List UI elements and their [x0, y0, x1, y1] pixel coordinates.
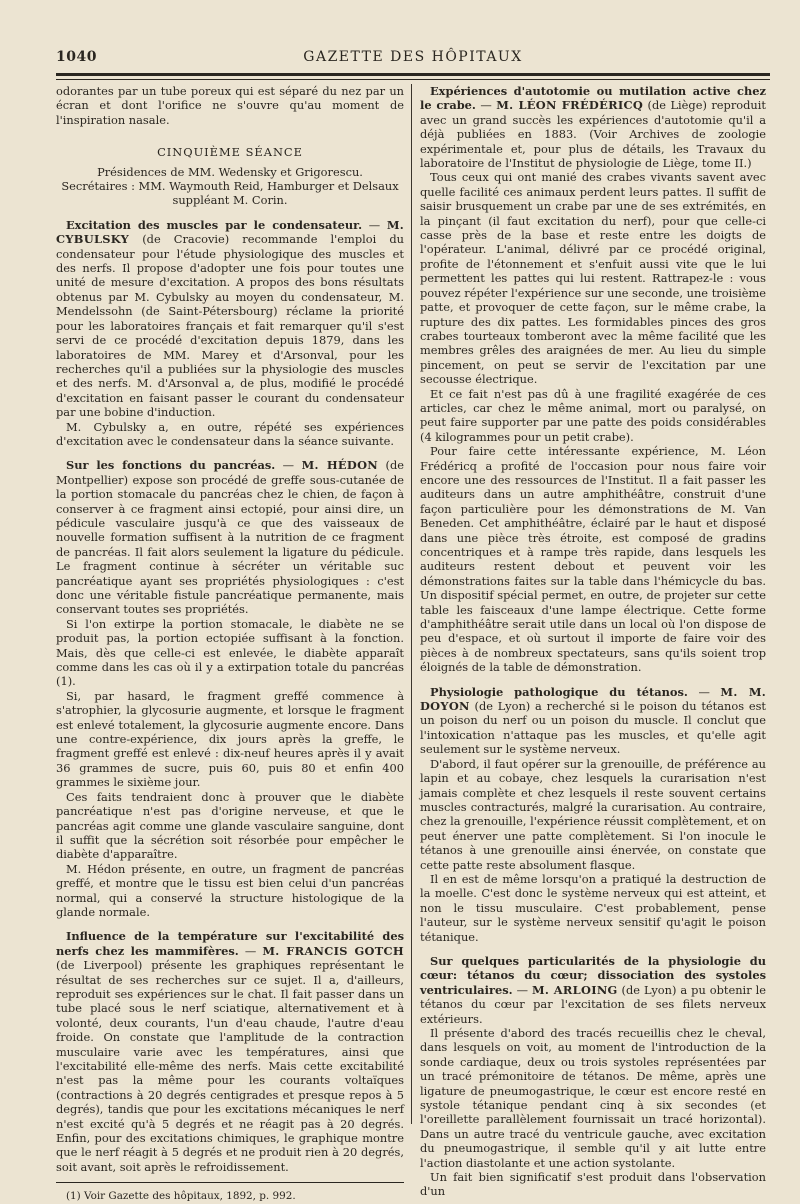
- section-coeur: Sur quelques particularités de la physiologie du cœur: tétanos du cœur; dissociation des systoles ventriculaires. — M. ARLOING (de Lyon) a pu obtenir le tétanos du cœur par l'excitation de ses filets nerveux extérieurs.: [420, 953, 767, 1026]
- paragraph: Pour faire cette intéressante expérience, M. Léon Frédéricq a profité de l'occasion pour nous faire voir encore une des ressources de l'Institut. Il a fait passer les auditeurs dans un autre amphithéâtre, construit d'une façon particulière pour les démonstrations de M. Van Beneden. Cet amphithéâtre, éclairé par le haut et disposé dans une pièce très étroite, est composé de gradins concentriques et à rampe très rapide, dans lesquels les auditeurs restent debout et peuvent voir les démonstrations faites sur la table dans l'hémicycle du bas. Un dispositif spécial permet, en outre, de projeter sur cette table les faisceaux d'une lampe électrique. Cette forme d'amphithéâtre serait utile dans un local où l'on dispose de peu d'espace, et où surtout il importe de faire voir des pièces à de nombreux spectateurs, sans qu'ils soient trop éloignés de la table de démonstration.: [420, 444, 766, 675]
- section-author: M. CYBULSKY: [56, 217, 405, 247]
- header-rule-thick: [56, 73, 770, 76]
- section-pancreas: Sur les fonctions du pancréas. — M. HÉDON (de Montpellier) expose son procédé de greffe sous-cutanée de la portion stomacale du pancréas chez le chien, de façon à conserver à ce fragment ainsi ectopié, pour ainsi dire, un pédicule vasculaire jusqu'à ce que des vaisseaux de nouvelle formation suffisent à la nutrition de ce fragment de pancréas. Il fait alors seulement la ligature du pédicule. Le fragment continue à sécréter un véritable suc pancréatique ayant ses propriétés physiologiques : c'est donc une véritable fistule pancréatique permanente, mais conservant toutes ses propriétés.: [56, 458, 404, 617]
- right-column: [420, 84, 766, 1199]
- section-author: M. LÉON FRÉDÉRICQ: [496, 98, 644, 113]
- paragraph: D'abord, il faut opérer sur la grenouille, de préférence au lapin et au cobaye, chez lesquels la curarisation n'est jamais complète et chez lesquels il reste souvent certains muscles contracturés, malgré la curarisation. Au contraire, chez la grenouille, l'expérience réussit complètement, et on peut énerver une patte complètement. Si l'on inocule le tétanos à une grenouille ainsi énervée, on constate que cette patte reste absolument flasque.: [420, 756, 766, 872]
- footnote: (1) Voir Gazette des hôpitaux, 1892, p. 992.: [66, 1190, 296, 1203]
- session-secretaries: Secrétaires : MM. Waymouth Reid, Hamburger et Delsaux suppléant M. Corin.: [61, 179, 399, 208]
- paragraph: Si, par hasard, le fragment greffé commence à s'atrophier, la glycosurie augmente, et lorsque le fragment est enlevé totalement, la glycosurie augmente encore. Dans une contre-expérience, dix jours après la greffe, le fragment greffé est enlevé : dix-neuf heures après il y avait 36 grammes de sucre, puis 60, puis 80 et enfin 400 grammes le sixième jour.: [56, 688, 404, 790]
- column-divider: [411, 84, 412, 1124]
- session-presidents: Présidences de MM. Wedensky et Grigorescu.: [97, 164, 363, 179]
- paragraph: (de Montpellier) expose son procédé de greffe sous-cutanée de la portion stomacale du pancréas chez le chien, de façon à conserver à ce fragment ainsi ectopié, pour ainsi dire, un pédicule vasculaire jusqu'à ce que des vaisseaux de nouvelle formation suffisent à la nutrition de ce fragment de pancréas. Il fait alors seulement la ligature du pédicule. Le fragment continue à sécréter un véritable suc pancréatique ayant ses propriétés physiologiques : c'est donc une véritable fistule pancréatique permanente, mais conservant toutes ses propriétés.: [56, 458, 404, 617]
- page-number: 1040: [56, 49, 97, 65]
- session-heading: CINQUIÈME SÉANCE: [157, 145, 303, 160]
- section-tetanos: Physiologie pathologique du tétanos. — M. M. DOYON (de Lyon) a recherché si le poison du tétanos est un poison du nerf ou un poison du muscle. Il conclut que l'intoxication n'attaque pas les muscles, et qu'elle agit seulement sur le système nerveux.: [420, 684, 766, 757]
- section-title: Excitation des muscles par le condensateur.: [66, 217, 363, 232]
- section-title: Influence de la température sur l'excitabilité des nerfs chez les mammifères.: [56, 929, 404, 958]
- paragraph: (de Cracovie) recommande l'emploi du condensateur pour l'étude physiologique des muscles et des nerfs. Il propose d'adopter une fois pour toutes une unité de mesure d'excitation. A propos des bons résultats obtenus par M. Cybulsky au moyen du condensateur, M. Mendelssohn (de Saint-Pétersbourg) réclame la priorité pour les laboratoires français et fait remarquer qu'il s'est servi de ce procédé d'excitation depuis 1879, dans les laboratoires de MM. Marey et d'Arsonval, pour les recherches qu'il a publiées sur la physiologie des muscles et des nerfs. M. d'Arsonval a, de plus, modifié le procédé d'excitation en faisant passer le courant du condensateur par une bobine d'induction.: [56, 232, 404, 420]
- paragraph: Et ce fait n'est pas dû à une fragilité exagérée de ces articles, car chez le même animal, mort ou paralysé, on peut faire supporter par une patte des poids considérables (4 kilogrammes pour un petit crabe).: [420, 386, 766, 444]
- section-autotomie: Expériences d'autotomie ou mutilation active chez le crabe. — M. LÉON FRÉDÉRICQ (de Liège) reproduit avec un grand succès les expériences d'autotomie qu'il a déjà publiées en 1883. (Voir Archives de zoologie expérimentale et, pour plus de détails, les Travaux du laboratoire de l'Institut de physiologie de Liège, tome II.): [420, 84, 766, 171]
- paragraph: (de Liège) reproduit avec un grand succès les expériences d'autotomie qu'il a déjà publiées en 1883. (Voir Archives de zoologie expérimentale et, pour plus de détails, les Travaux du laboratoire de l'Institut de physiologie de Liège, tome II.): [420, 98, 766, 171]
- paragraph: (de Liverpool) présente les graphiques représentant le résultat de ses recherches sur ce sujet. Il a, d'ailleurs, reproduit ses expériences sur le chat. Il fait passer dans un tube placé sous le nerf sciatique, alternativement et à volonté, deux courants, l'un d'eau chaude, l'autre d'eau froide. On constate que l'amplitude de la contraction musculaire varie avec les températures, ainsi que l'excitabilité elle-même des nerfs. Mais cette excitabilité n'est pas la même pour les courants voltaïques (contractions à 20 degrés centigrades et presque repos à 5 degrés), tandis que pour les excitations mécaniques le nerf n'est excité qu'à 5 degrés et ne réagit pas à 20 degrés. Enfin, pour des excitations chimiques, le graphique montre que le nerf réagit à 5 degrés et ne produit rien à 20 degrés, soit avant, soit après le refroidissement.: [56, 958, 404, 1174]
- section-author: M. ARLOING: [531, 982, 618, 997]
- paragraph: M. Hédon présente, en outre, un fragment de pancréas greffé, et montre que le tissu est bien celui d'un pancréas normal, qui a conservé la structure histologique de la glande normale.: [56, 861, 404, 919]
- paragraph: odorantes par un tube poreux qui est séparé du nez par un écran et dont l'orifice ne s'ouvre qu'au moment de l'inspiration nasale.: [56, 84, 404, 127]
- journal-title: GAZETTE DES HÔPITAUX: [303, 49, 523, 65]
- paragraph: (de Lyon) a pu obtenir le tétanos du cœur par l'excitation de ses filets nerveux extérieurs.: [420, 982, 767, 1026]
- paragraph: Ces faits tendraient donc à prouver que le diabète pancréatique n'est pas d'origine nerveuse, et que le pancréas agit comme une glande vasculaire sanguine, dont il suffit que la sécrétion soit résorbée pour empêcher le diabète d'apparaître.: [56, 789, 404, 862]
- footnote-rule: [56, 1182, 404, 1183]
- section-author: M. M. DOYON: [420, 684, 766, 714]
- section-temperature: Influence de la température sur l'excitabilité des nerfs chez les mammifères. — M. FRANCIS GOTCH (de Liverpool) présente les graphiques représentant le résultat de ses recherches sur ce sujet. Il a, d'ailleurs, reproduit ses expériences sur le chat. Il fait passer dans un tube placé sous le nerf sciatique, alternativement et à volonté, deux courants, l'un d'eau chaude, l'autre d'eau froide. On constate que l'amplitude de la contraction musculaire varie avec les températures, ainsi que l'excitabilité elle-même des nerfs. Mais cette excitabilité n'est pas la même pour les courants voltaïques (contractions à 20 degrés centigrades et presque repos à 5 degrés), tandis que pour les excitations mécaniques le nerf n'est excité qu'à 5 degrés et ne réagit pas à 20 degrés. Enfin, pour des excitations chimiques, le graphique montre que le nerf réagit à 5 degrés et ne produit rien à 20 degrés, soit avant, soit après le refroidissement.: [56, 929, 404, 1174]
- paragraph: Il en est de même lorsqu'on a pratiqué la destruction de la moelle. C'est donc le système nerveux qui est atteint, et non le tissu musculaire. C'est probablement, pense l'auteur, sur le système nerveux sensitif qu'agit le poison tétanique.: [420, 871, 766, 944]
- section-title: Physiologie pathologique du tétanos.: [430, 684, 688, 699]
- section-author: M. FRANCIS GOTCH: [262, 943, 404, 958]
- paragraph: Il présente d'abord des tracés recueillis chez le cheval, dans lesquels on voit, au moment de l'introduction de la sonde cardiaque, deux ou trois systoles représentées par un tracé prémonitoire de tétanos. De même, après une ligature de pneumogastrique, le cœur est encore resté en systole tétanique pendant cinq à six secondes (et l'oreillette parallèlement fournissait un tracé horizontal). Dans un autre tracé du ventricule gauche, avec excitation du pneumogastrique, il semble qu'il y ait lutte entre l'action diastolante et une action systolante.: [420, 1026, 766, 1170]
- header-rule-thin: [56, 79, 770, 80]
- page-header: [56, 44, 770, 70]
- section-title: Sur quelques particularités de la physiologie du cœur: tétanos du cœur; dissociation des systoles ventriculaires.: [420, 953, 766, 997]
- paragraph: Si l'on extirpe la portion stomacale, le diabète ne se produit pas, la portion ectopiée suffisant à la fonction. Mais, dès que celle-ci est enlevée, le diabète apparaît comme dans les cas où il y a extirpation totale du pancréas (1).: [56, 616, 404, 689]
- left-column: [56, 84, 404, 1204]
- paragraph: Tous ceux qui ont manié des crabes vivants savent avec quelle facilité ces animaux perdent leurs pattes. Il suffit de saisir brusquement un crabe par une de ses extrémités, en la pinçant (il faut excitation du nerf), pour que celle-ci casse près de la base et reste entre les doigts de l'opérateur. L'animal, délivré par ce procédé original, profite de l'étonnement et s'enfuit aussi vite que le lui permettent les pattes qui lui restent. Rattrapez-le : vous pouvez répéter l'expérience sur une seconde, une troisième patte, et provoquer de cette façon, sur le même crabe, la rupture des dix pattes. Les formidables pinces des gros crabes tourteaux tomberont avec la même facilité que les membres grêles des araignées de mer. Au lieu du simple pincement, on peut se servir de l'excitation par une secousse électrique.: [420, 170, 766, 387]
- section-title: Sur les fonctions du pancréas.: [66, 458, 276, 473]
- section-title: Expériences d'autotomie ou mutilation active chez le crabe.: [420, 84, 766, 113]
- section-excitation: Excitation des muscles par le condensateur. — M. CYBULSKY (de Cracovie) recommande l'emploi du condensateur pour l'étude physiologique des muscles et des nerfs. Il propose d'adopter une fois pour toutes une unité de mesure d'excitation. A propos des bons résultats obtenus par M. Cybulsky au moyen du condensateur, M. Mendelssohn (de Saint-Pétersbourg) réclame la priorité pour les laboratoires français et fait remarquer qu'il s'est servi de ce procédé d'excitation depuis 1879, dans les laboratoires de MM. Marey et d'Arsonval, pour les recherches qu'il a publiées sur la physiologie des muscles et des nerfs. M. d'Arsonval a, de plus, modifié le procédé d'excitation en faisant passer le courant du condensateur par une bobine d'induction.: [56, 217, 405, 420]
- paragraph: (de Lyon) a recherché si le poison du tétanos est un poison du nerf ou un poison du muscle. Il conclut que l'intoxication n'attaque pas les muscles, et qu'elle agit seulement sur le système nerveux.: [420, 699, 766, 757]
- section-author: M. HÉDON: [301, 458, 379, 473]
- paragraph: M. Cybulsky a, en outre, répété ses expériences d'excitation avec le condensateur dans la séance suivante.: [56, 419, 404, 448]
- paragraph: Un fait bien significatif s'est produit dans l'observation d'un: [420, 1170, 766, 1199]
